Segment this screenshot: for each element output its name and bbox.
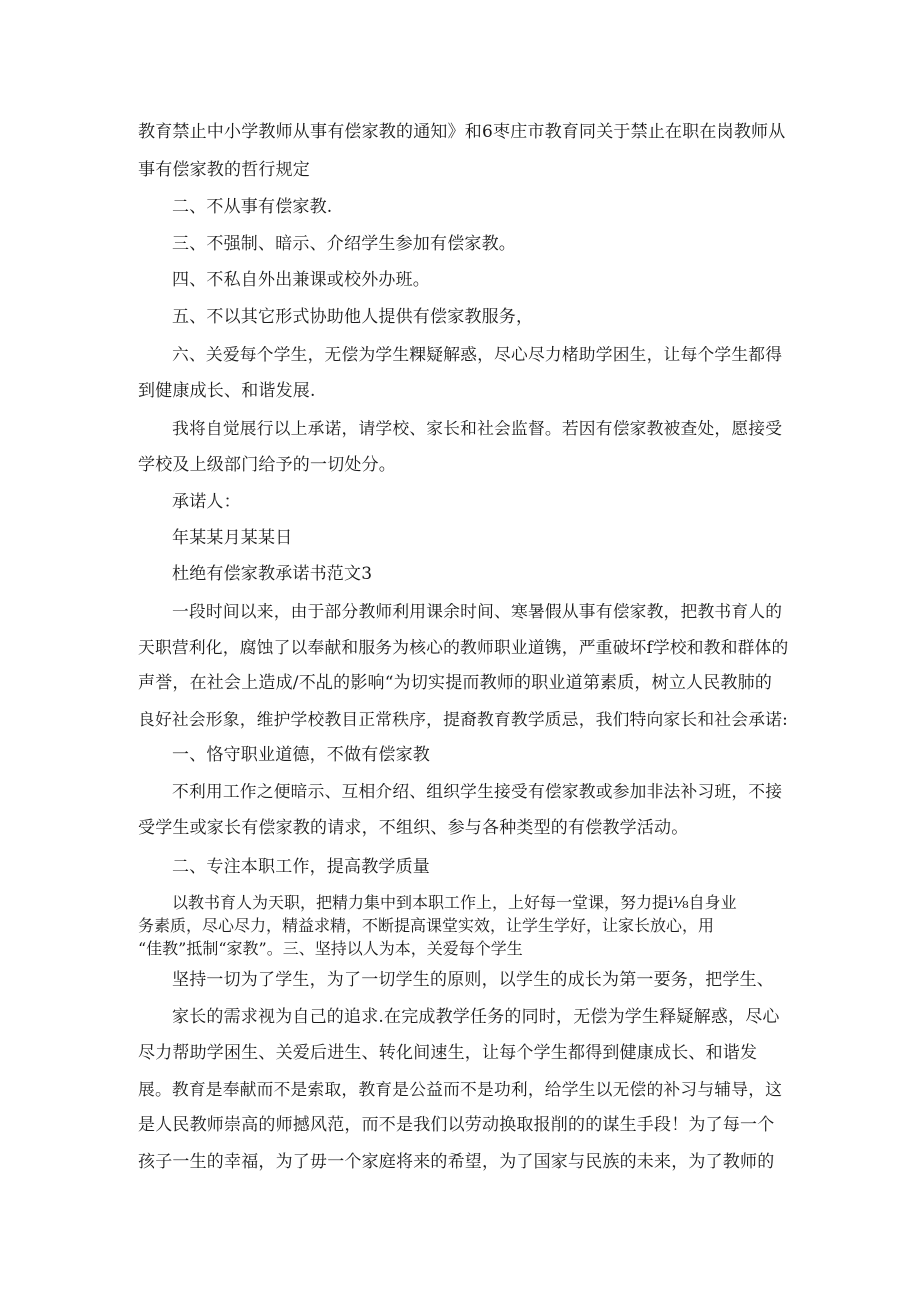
text-line: 是人民教师崇高的师撼风范，而不是我们以劳动换取报削的的谋生手段！为了每一个	[138, 1115, 775, 1135]
text-line: 不利用工作之便暗示、互相介绍、组织学生接受有偿家教或参加非法补习班，不接	[172, 781, 783, 801]
text-line: 以教书育人为天职，把精力集中到本职工作上，上好每一堂课，努力提i⅛自身业	[172, 893, 737, 912]
text-line: 声誉，在社会上造成/不乩的影响“为切实提而教师的职业道第素质，树立人民教肺的	[138, 673, 773, 693]
list-item: 四、不私自外出兼课或校外办班。	[172, 270, 430, 290]
text-line: 坚持一切为了学生，为了一切学生的原则，以学生的成长为第一要务，把学生、	[172, 970, 774, 990]
subheading: 二、专注本职工作，提高教学质量	[172, 857, 430, 877]
text-line: 学校及上级部门给予的一切处分。	[138, 455, 396, 475]
list-item: 五、不以其它形式协助他人提供有偿家教服务，	[172, 307, 534, 327]
text-line: 事有偿家教的哲行规定	[138, 160, 310, 180]
text-line: 展。教育是奉献而不是索取，教育是公益而不是功利，给学生以无偿的补习与辅导，这	[138, 1079, 783, 1099]
text-line: 尽力帮助学困生、关爱后进生、转化间速生，让每个学生都得到健康成长、和谐发	[138, 1043, 758, 1063]
text-line: 一段时间以来，由于部分教师利用课余时间、寒暑假从事有偿家教，把教书育人的	[172, 601, 783, 621]
text-line: 受学生或家长有偿家教的请求，不组织、参与各种类型的有偿教学活动。	[138, 818, 689, 838]
text-line: 教育禁止中小学教师从事有偿家教的通知》和6枣庄市教育同关于禁止在职在岗教师从	[138, 122, 786, 142]
text-line: “佳教”抵制“家教”。三、坚持以人为本，关爱每个学生	[138, 939, 523, 958]
text-line: 我将自觉展行以上承诺，请学校、家长和社会监督。若因有偿家教被查处，愿接受	[172, 418, 783, 438]
text-line: 务素质，尽心尽力，精益求精，不断提高课堂实效，让学生学好，让家长放心，用	[138, 916, 715, 935]
signature-label: 承诺人：	[172, 492, 241, 512]
list-item: 六、关爱每个学生，无偿为学生粿疑解惑，尽心尽力楮助学困生，让每个学生都得	[172, 344, 783, 364]
date-line: 年某某月某某日	[172, 528, 293, 548]
text-line: 孩子一生的幸福，为了毋一个家庭将来的希望，为了国家与民族的未来，为了教师的	[138, 1152, 775, 1172]
list-item: 二、不从事有偿家教.	[172, 197, 333, 217]
list-item: 三、不强制、暗示、介绍学生参加有偿家教。	[172, 234, 516, 254]
text-line: 良好社会形象，维护学校教目正常秩序，提裔教育教学质忌，我们特向家长和社会承诺:	[138, 709, 788, 729]
subheading: 一、恪守职业道德，不做有偿家教	[172, 745, 430, 765]
text-line: 到健康成长、和谐发展.	[138, 381, 316, 401]
text-line: 家长的需求视为自己的追求.在完成教学任务的同时，无偿为学生释疑解惑，尽心	[172, 1007, 780, 1027]
text-line: 天职营利化，腐蚀了以奉献和服务为核心的教师职业道镌，严重破坏f学校和教和群体的	[138, 637, 789, 657]
section-title: 杜绝有偿家教承诺书范文3	[172, 564, 373, 584]
